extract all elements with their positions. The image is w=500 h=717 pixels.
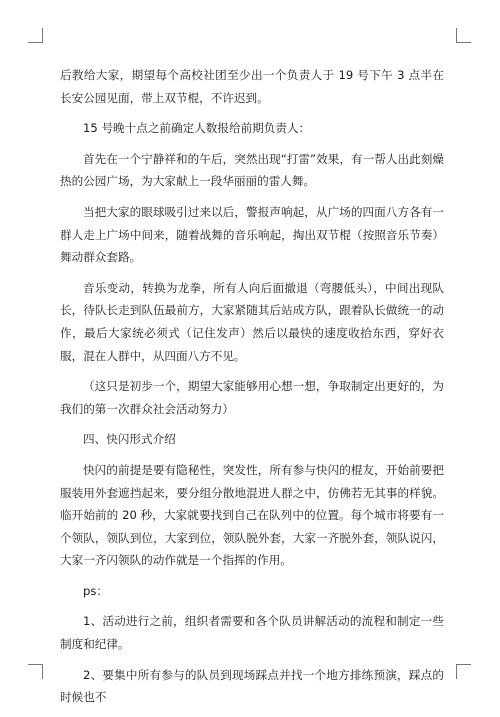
paragraph-6: （这只是初步一个，期望大家能够用心想一想，争取制定出更好的，为我们的第一次群众社会活动努力） bbox=[60, 379, 444, 416]
paragraph-4: 当把大家的眼球吸引过来以后，警报声响起，从广场的四面八方各有一群人走上广场中间来，随着战舞的音乐响起，掏出双节棍（按照音乐节奏）舞动群众套路。 bbox=[60, 204, 444, 265]
section-heading: 四、快闪形式介绍 bbox=[83, 432, 176, 447]
paragraph-5: 音乐变动，转换为龙拳，所有人向后面撤退（弯腰低头），中间出现队长，待队长走到队伍最前方，大家紧随其后站成方队，跟着队长做统一的动作，最后大家统必须式（记住发声）然后以最快的速度收拾东西，穿好衣服，混在人群中，从四面八方不见。 bbox=[60, 280, 444, 363]
crop-mark-bottom-left bbox=[28, 664, 43, 679]
ps-item-2: 2、要集中所有参与的队员到现场踩点并找一个地方排练预演，踩点的时候也不 bbox=[60, 667, 444, 705]
document-body bbox=[60, 64, 444, 717]
crop-mark-top-left bbox=[28, 28, 43, 43]
paragraph-1: 后教给大家，期望每个高校社团至少出一个负责人于 19 号下午 3 点半在长安公园见面，带上双节棍，不许迟到。 bbox=[60, 68, 444, 105]
ps-item-1: 1、活动进行之前，组织者需要和各个队员讲解活动的流程和制定一些制度和纪律。 bbox=[60, 614, 444, 652]
crop-mark-top-right bbox=[456, 28, 471, 43]
crop-mark-bottom-right bbox=[456, 664, 471, 679]
ps-label: ps： bbox=[83, 583, 108, 598]
paragraph-2: 15 号晚十点之前确定人数报给前期负责人： bbox=[83, 121, 311, 136]
paragraph-3: 首先在一个宁静祥和的午后，突然出现“打雷”效果，有一帮人出此刻燥热的公园广场，为大家献上一段华丽丽的雷人舞。 bbox=[60, 151, 444, 189]
paragraph-7: 快闪的前提是要有隐秘性，突发性，所有参与快闪的棍友，开始前要把服装用外套遮挡起来，要分组分散地混进人群之中，仿佛若无其事的样貌。临开始前的 20 秒，大家就要找到自己在队列中的位置。每个城市将要有一个领队，领队到位，大家到位，领队脱外套，大家一齐脱外套，领队说闪，大家一齐闪领队的动作就是一个指挥的作用。 bbox=[60, 462, 444, 568]
